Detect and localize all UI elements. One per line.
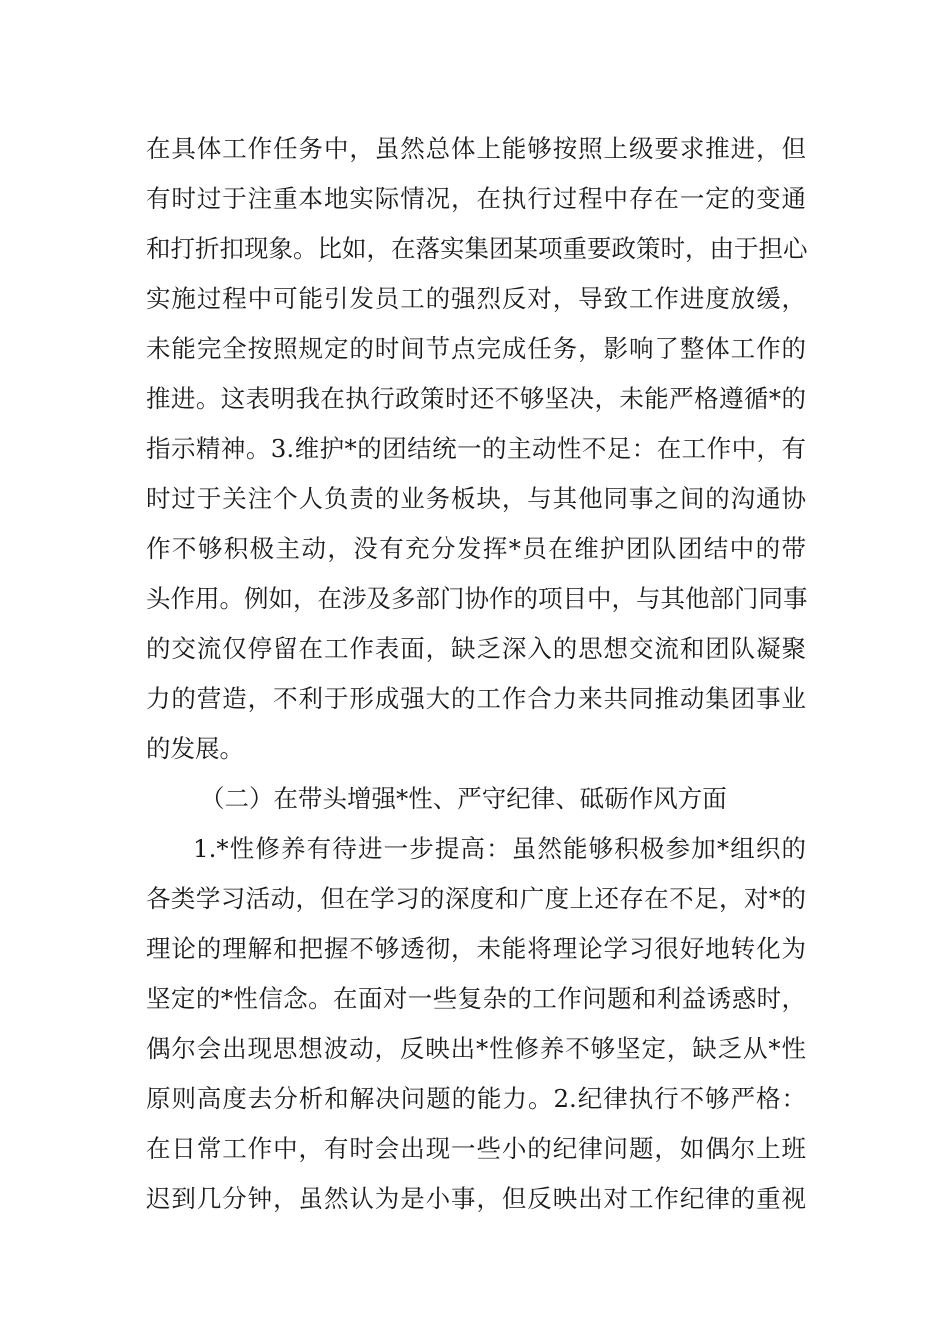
paragraph-line: 1.*性修养有待进一步提高：虽然能够积极参加*组织的 (193, 834, 806, 863)
paragraph-line: 指示精神。3.维护*的团结统一的主动性不足：在工作中，有 (146, 434, 806, 463)
paragraph-line: 迟到几分钟，虽然认为是小事，但反映出对工作纪律的重视 (146, 1184, 806, 1213)
paragraph-line: 的发展。 (146, 734, 244, 763)
section-heading: （二）在带头增强*性、严守纪律、砥砺作风方面 (200, 784, 727, 813)
paragraph-line: 坚定的*性信念。在面对一些复杂的工作问题和利益诱惑时， (146, 984, 806, 1013)
paragraph-line: 实施过程中可能引发员工的强烈反对，导致工作进度放缓， (146, 284, 806, 313)
paragraph-line: 和打折扣现象。比如，在落实集团某项重要政策时，由于担心 (146, 234, 808, 263)
paragraph-line: 头作用。例如，在涉及多部门协作的项目中，与其他部门同事 (146, 584, 808, 613)
paragraph-line: 偶尔会出现思想波动，反映出*性修养不够坚定，缺乏从*性 (146, 1034, 806, 1063)
paragraph-line: 力的营造，不利于形成强大的工作合力来共同推动集团事业 (146, 684, 806, 713)
paragraph-line: 时过于关注个人负责的业务板块，与其他同事之间的沟通协 (146, 484, 806, 513)
paragraph-line: 在具体工作任务中，虽然总体上能够按照上级要求推进，但 (146, 134, 806, 163)
paragraph-line: 各类学习活动，但在学习的深度和广度上还存在不足，对*的 (146, 884, 806, 913)
paragraph-line: 原则高度去分析和解决问题的能力。2.纪律执行不够严格： (146, 1084, 806, 1113)
paragraph-line: 未能完全按照规定的时间节点完成任务，影响了整体工作的 (146, 334, 806, 363)
paragraph-line: 的交流仅停留在工作表面，缺乏深入的思想交流和团队凝聚 (146, 634, 806, 663)
paragraph-line: 有时过于注重本地实际情况，在执行过程中存在一定的变通 (146, 184, 806, 213)
paragraph-line: 在日常工作中，有时会出现一些小的纪律问题，如偶尔上班 (146, 1134, 806, 1163)
paragraph-line: 推进。这表明我在执行政策时还不够坚决，未能严格遵循*的 (146, 384, 806, 413)
paragraph-line: 作不够积极主动，没有充分发挥*员在维护团队团结中的带 (146, 534, 806, 563)
paragraph-line: 理论的理解和把握不够透彻，未能将理论学习很好地转化为 (146, 934, 806, 963)
